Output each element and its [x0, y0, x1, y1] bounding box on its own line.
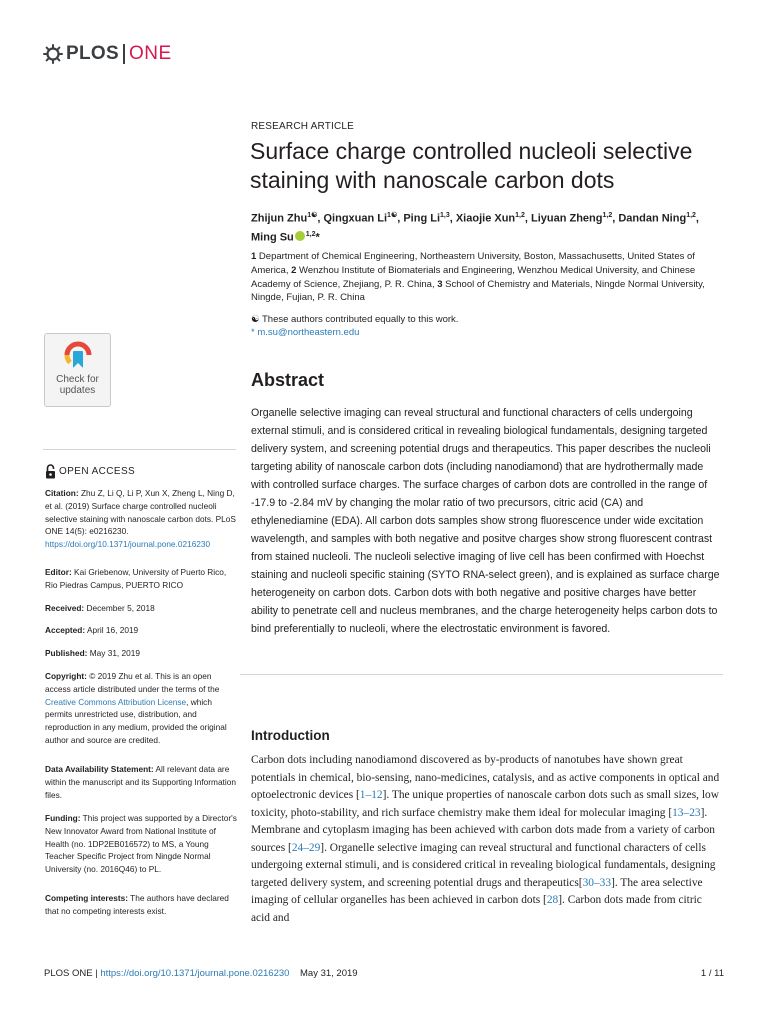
editor-label: Editor:: [45, 567, 72, 577]
check-for-updates-icon: [62, 339, 94, 371]
open-lock-icon: [45, 464, 56, 479]
reference-link[interactable]: 30–33: [582, 876, 612, 889]
author-name[interactable]: , Liyuan Zheng: [524, 212, 603, 225]
page-footer: [44, 968, 358, 979]
sidebar-editor: [45, 566, 237, 592]
author-sup: 1,2: [515, 212, 525, 219]
citation-text: Zhu Z, Li Q, Li P, Xun X, Zheng L, Ning D, et al. (2019) Surface charge controlled nucleoli selective staining with nanoscale carbon dots. PLoS ONE 14(5): e0216230.: [45, 488, 236, 537]
citation-doi-link[interactable]: https://doi.org/10.1371/journal.pone.0216230: [45, 539, 211, 550]
abstract-heading: Abstract: [251, 370, 325, 390]
license-link[interactable]: Creative Commons Attribution License: [45, 696, 187, 707]
intro-text: ]. The area selective imaging of cellular organelles has been achieved in carbon dots [: [251, 876, 703, 906]
copyright-label: Copyright:: [45, 671, 87, 681]
plos-gear-icon: [43, 44, 63, 64]
sidebar-data-availability: [45, 763, 237, 801]
footer-journal: PLOS ONE |: [44, 968, 101, 979]
affil-text: Department of Chemical Engineering, Northeastern University, Boston, Massachusetts, United States of America,: [251, 251, 695, 276]
funding-text: This project was supported by a Director's New Innovator Award from National Institute of Health (no. 1DP2EB016572) to MS, a Young Teacher Specific Project from Ningde Normal University (no. 2016Q46) to PL.: [45, 813, 237, 875]
sidebar-accepted: [45, 624, 237, 637]
affil-number: 3: [437, 278, 443, 290]
sidebar-copyright: [45, 670, 237, 747]
reference-link[interactable]: 13–23: [672, 806, 701, 819]
editor-text: Kai Griebenow, University of Puerto Rico, Rio Piedras Campus, PUERTO RICO: [45, 567, 227, 590]
sidebar-funding: [45, 812, 237, 876]
accepted-text: April 16, 2019: [85, 625, 139, 635]
author-sup: 1,2: [602, 212, 613, 219]
orcid-icon[interactable]: [295, 231, 305, 241]
author-name[interactable]: , Xiaojie Xun: [449, 212, 516, 225]
logo-plos-text: PLOS: [66, 43, 119, 64]
author-separator: ,: [695, 212, 699, 225]
author-sup: 1☯: [387, 212, 398, 219]
intro-text: ]. Membrane and cytoplasm imaging has been achieved with carbon dots made from a variety of carbon sources [: [251, 806, 716, 854]
open-access-label: [45, 464, 135, 479]
introduction-heading: Introduction: [251, 728, 330, 743]
footer-doi-link[interactable]: https://doi.org/10.1371/journal.pone.0216230: [100, 968, 290, 979]
abstract-text: Organelle selective imaging can reveal structural and functional characters of cells undergoing external stimuli, and is considered critical in revealing biological fundamentals, designing targeted delivery system, and screening potential drugs and therapeutics. This paper describes the nucleoli targeting ability of nanoscale carbon dots (including nanodiamond) that are hydrothermally made with controlled surface charges. The surface charges of carbon dots are controlled in the range of -17.9 to -2.84 mV by changing the molar ratio of two precursors, citric acid (CA) and ethylenediamine (EDA). All carbon dots samples show strong fluorescence under wide excitation wavelength, and samples with both negative and positve charges show strong fluorescent contrast from stained nucleoli. The nucleoli selective imaging of live cell has been confirmed with Hoechst staining and nucleoli specific staining (SYTO RNA-select green), and is explained as surface charge heterogeneity on carbon dots. Carbon dots with both negative and positive charges have better ability to penetrate cell and nucleus membranes, and the charge heterogeneity helps carbon dots to bind preferentially to nucleoli, where the electrostatic environment is favored.: [251, 407, 720, 635]
reference-link[interactable]: 28: [546, 894, 559, 906]
author-name[interactable]: , Qingxuan Li: [317, 212, 388, 225]
equal-contribution-note: ☯ These authors contributed equally to this work.: [251, 314, 459, 325]
citation-label: Citation:: [45, 488, 79, 498]
corresponding-asterisk: *: [251, 327, 255, 338]
intro-text: Carbon dots including nanodiamond discovered as by-products of nanotubes have shown great potentials in chemical, bio-sensing, nano-medicines, catalysis, and as active components in optical and optoelectronic devices [: [251, 754, 720, 801]
corresponding-email-link[interactable]: m.su@northeastern.edu: [257, 327, 360, 338]
author-list: [251, 208, 721, 245]
check-for-updates-line2: updates: [59, 385, 96, 396]
reference-link[interactable]: 24–29: [291, 841, 321, 854]
affil-text: Wenzhou Institute of Biomaterials and Engineering, Wenzhou Medical University, and Chinese Academy of Science, Zhejiang, P. R. China,: [251, 264, 696, 290]
sidebar-received: [45, 602, 237, 615]
sidebar-competing-interests: [45, 892, 237, 918]
logo-divider: [123, 44, 125, 64]
plos-one-logo[interactable]: [43, 42, 172, 66]
footer-date: May 31, 2019: [289, 968, 358, 979]
author-name[interactable]: , Dandan Ning: [612, 212, 687, 225]
copyright-text-2: , which permits unrestricted use, distribution, and reproduction in any medium, provided the original author and source are credited.: [45, 696, 227, 745]
title-line-2: staining with nanoscale carbon dots: [250, 167, 615, 193]
corresponding-email-line: [251, 326, 359, 339]
published-text: May 31, 2019: [87, 648, 141, 658]
competing-interests-label: Competing interests:: [45, 893, 128, 903]
intro-text: ]. Carbon dots made from citric acid and: [251, 894, 702, 924]
check-for-updates-badge[interactable]: [44, 333, 111, 407]
affil-number: 1: [251, 251, 257, 262]
sidebar-published: [45, 647, 237, 660]
intro-text: ]. Organelle selective imaging can reveal structural and functional characters of cells undergoing external stimuli, and is considered critical in revealing biological fundamentals, designing targeted delivery system, and screening potential drugs and therapeutics[: [251, 841, 716, 889]
published-label: Published:: [45, 648, 88, 658]
competing-interests-text: The authors have declared that no competing interests exist.: [45, 893, 229, 916]
author-sup: 1,2: [686, 212, 696, 219]
title-line-1: Surface charge controlled nucleoli selective: [250, 138, 693, 164]
author-sup: 1,2: [305, 230, 316, 238]
open-access-text: OPEN ACCESS: [59, 466, 136, 477]
affiliations: [251, 250, 723, 305]
article-type: RESEARCH ARTICLE: [251, 121, 355, 132]
author-sup: 1☯: [307, 212, 318, 219]
intro-text: ]. The unique properties of nanoscale carbon dots such as small sizes, low toxicity, photo-stability, and rich surface chemistry make them ideal for molecular imaging [: [251, 789, 719, 819]
author-name[interactable]: Ming Su: [251, 231, 294, 244]
article-title: [250, 137, 720, 195]
data-availability-text: All relevant data are within the manuscript and its Supporting Information files.: [45, 764, 236, 800]
data-availability-label: Data Availability Statement:: [45, 764, 154, 774]
reference-link[interactable]: 1–12: [359, 789, 383, 801]
abstract-divider: [240, 674, 723, 675]
sidebar-divider: [43, 449, 236, 450]
logo-one-text: ONE: [128, 43, 172, 64]
page-number: 1 / 11: [700, 968, 724, 979]
corresponding-mark: *: [315, 231, 320, 244]
author-sup: 1,3: [440, 212, 450, 219]
copyright-text: © 2019 Zhu et al. This is an open access article distributed under the terms of the: [45, 671, 220, 694]
received-text: December 5, 2018: [84, 603, 155, 613]
affil-text: School of Chemistry and Materials, Ningde Normal University, Ningde, Fujian, P. R. China: [251, 278, 705, 304]
received-label: Received:: [45, 603, 85, 613]
affil-number: 2: [291, 264, 297, 276]
author-name[interactable]: Zhijun Zhu: [251, 212, 308, 225]
author-name[interactable]: , Ping Li: [397, 212, 440, 225]
introduction-text: [251, 752, 723, 927]
check-for-updates-line1: Check for: [56, 374, 99, 385]
sidebar-citation: [45, 487, 237, 551]
funding-label: Funding:: [45, 813, 81, 823]
accepted-label: Accepted:: [45, 625, 86, 635]
